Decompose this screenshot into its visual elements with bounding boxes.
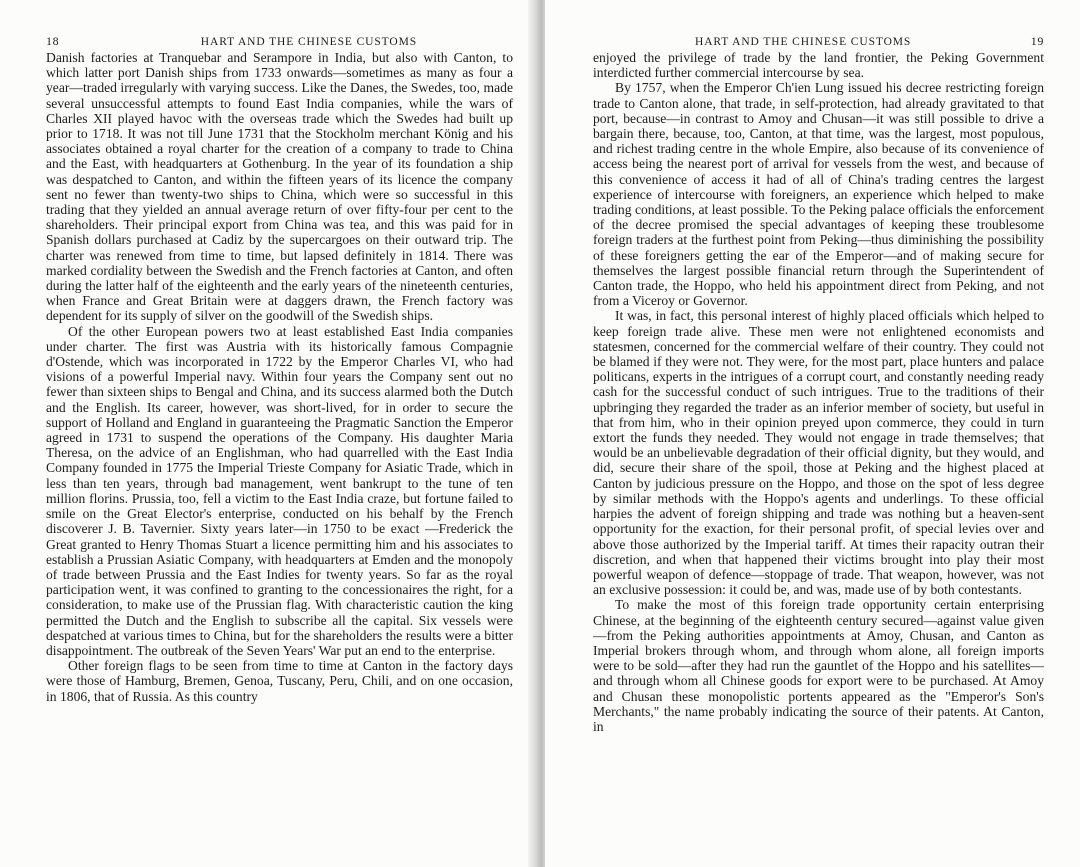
paragraph: By 1757, when the Emperor Ch'ien Lung issued his decree restricting foreign trade to Canton alone, that trade, in self-protection, had already gravitated to that port, because—in contrast to Amoy and Chusan—it was still possible to drive a bargain there, because, too, Canton, at that time, was the largest, most populous, and richest trading centre in the whole Empire, also because of its convenience of access being the nearest port of arrival for vessels from the west, and because of this convenience of access it had of all of China's trading centres the largest experience of intercourse with foreigners, an experience which helped to make trading conditions, at least possible. To the Peking palace officials the enforcement of the decree promised the special advantages of keeping these troublesome foreign traders at the furthest point from Peking—thus diminishing the possibility of these foreigners getting the ear of the Emperor—and of making secure for themselves the largest possible financial return through the Superintendent of Canton trade, the Hoppo, who held his appointment direct from Peking, and not from a Viceroy or Governor. <box>593 80 1044 309</box>
running-head-right <box>593 34 1044 50</box>
paragraph: Of the other European powers two at least established East India companies under charter. The first was Austria with its historically famous Compagnie d'Ostende, which was incorporated in 1722 by the Emperor Charles VI, who had visions of a powerful Imperial navy. Within four years the Company sent out no fewer than sixteen ships to Bengal and China, and its success alarmed both the Dutch and the English. Its career, however, was short-lived, for in order to secure the support of Holland and England in guaranteeing the Pragmatic Sanction the Emperor agreed in 1731 to suspend the operations of the Company. His daughter Maria Theresa, on the advice of an Englishman, who had quarrelled with the East India Company founded in 1775 the Imperial Trieste Company for Asiatic Trade, which in less than ten years, through bad management, went bankrupt to the tune of ten million florins. Prussia, too, fell a victim to the East India craze, but fortune failed to smile on the Great Elector's enterprise, conducted on his behalf by the French discoverer J. B. Tavernier. Sixty years later—in 1750 to be exact —Frederick the Great granted to Henry Thomas Stuart a licence permitting him and his associates to establish a Prussian Asiatic Company, with headquarters at Emden and the monopoly of trade between Prussia and the East Indies for twenty years. So far as the royal participation went, it was confined to granting to the concessionaires the right, for a consideration, to make use of the Prussian flag. With characteristic caution the king permitted the Dutch and the English to subscribe all the capital. Six vessels were despatched at various times to China, but for the shareholders the results were a bitter disappointment. The outbreak of the Seven Years' War put an end to the enterprise. <box>46 323 513 658</box>
running-head-left <box>46 34 513 50</box>
paragraph: Other foreign flags to be seen from time to time at Canton in the factory days were those of Hamburg, Bremen, Genoa, Tuscany, Peru, Chili, and on one occasion, in 1806, that of Russia. As this country <box>46 658 513 704</box>
paragraph: It was, in fact, this personal interest of highly placed officials which helped to keep foreign trade alive. These men were not enlightened economists and statesmen, concerned for the commercial welfare of their country. They could not be blamed if they were not. They were, for the most part, place hunters and palace politicans, experts in the intrigues of a corrupt court, and constantly needing ready cash for the successful conduct of such intrigues. True to the traditions of their upbringing they regarded the trader as an inferior member of society, but useful in that from him, who in their opinion preyed upon commerce, they could in turn extort the funds they needed. They would not engage in trade themselves; that would be an unbelievable degradation of their official dignity, but they would, and did, secure their share of the spoil, those at Peking and the highest placed at Canton by judicious pressure on the Hoppo, and those on the spot of less degree by similar methods with the Hoppo's agents and underlings. To these official harpies the advent of foreign shipping and trade was nothing but a heaven-sent opportunity for the exaction, for their personal profit, of special levies over and above those authorized by the Imperial tariff. At times their rapacity outran their discretion, and when that happened their victims brought into play their most powerful weapon of defence—stoppage of trade. That weapon, however, was not an exclusive possession: it could be, and was, made use of by both contestants. <box>593 308 1044 598</box>
paragraph: enjoyed the privilege of trade by the land frontier, the Peking Government interdicted further commercial intercourse by sea. <box>593 50 1044 81</box>
running-title-left: HART AND THE CHINESE CUSTOMS <box>200 36 417 48</box>
page-number-left: 18 <box>46 34 60 48</box>
page-number-right: 19 <box>1030 34 1044 48</box>
paragraph: To make the most of this foreign trade opportunity certain enterprising Chinese, at the beginning of the eighteenth century secured—against value given—from the Peking authorities appointments at Amoy, Chusan, and Canton as Imperial brokers through whom, and through whom alone, all foreign imports were to be sold—after they had run the gauntlet of the Hoppo and his satellites—and through whom all Chinese goods for export were to be purchased. At Amoy and Chusan these monopolistic portents appeared as the "Emperor's Son's Merchants," the name probably indicating the source of their patents. At Canton, in <box>593 597 1044 734</box>
running-title-right: HART AND THE CHINESE CUSTOMS <box>695 36 912 48</box>
left-page <box>0 0 535 867</box>
paragraph: Danish factories at Tranquebar and Serampore in India, but also with Canton, to which latter port Danish ships from 1733 onwards—sometimes as many as four a year—traded irregularly with varying success. Like the Danes, the Swedes, too, made several unsuccessful attempts to found East India companies, while the wars of Charles XII played havoc with the overseas trade which the Swedes had built up prior to 1718. It was not till June 1731 that the Stockholm merchant König and his associates obtained a royal charter for the creation of a company to trade to China and the East, with headquarters at Gothenburg. In the year of its foundation a ship was despatched to Canton, and within the fifteen years of its licence the company sent no fewer than twenty-two ships to China, which were so successful in this trading that they yielded an annual average return of over fifty-four per cent to the shareholders. Their principal export from China was tea, and this was paid for in Spanish dollars purchased at Cadiz by the supercargoes on their outward trip. The charter was renewed from time to time, but lapsed definitely in 1814. There was marked cordiality between the Swedish and the French factories at Canton, and often during the latter half of the eighteenth and the early years of the nineteenth centuries, when France and Great Britain were at daggers drawn, the French factory was dependent for its supply of silver on the goodwill of the Swedish ships. <box>46 50 513 324</box>
right-page <box>545 0 1080 867</box>
